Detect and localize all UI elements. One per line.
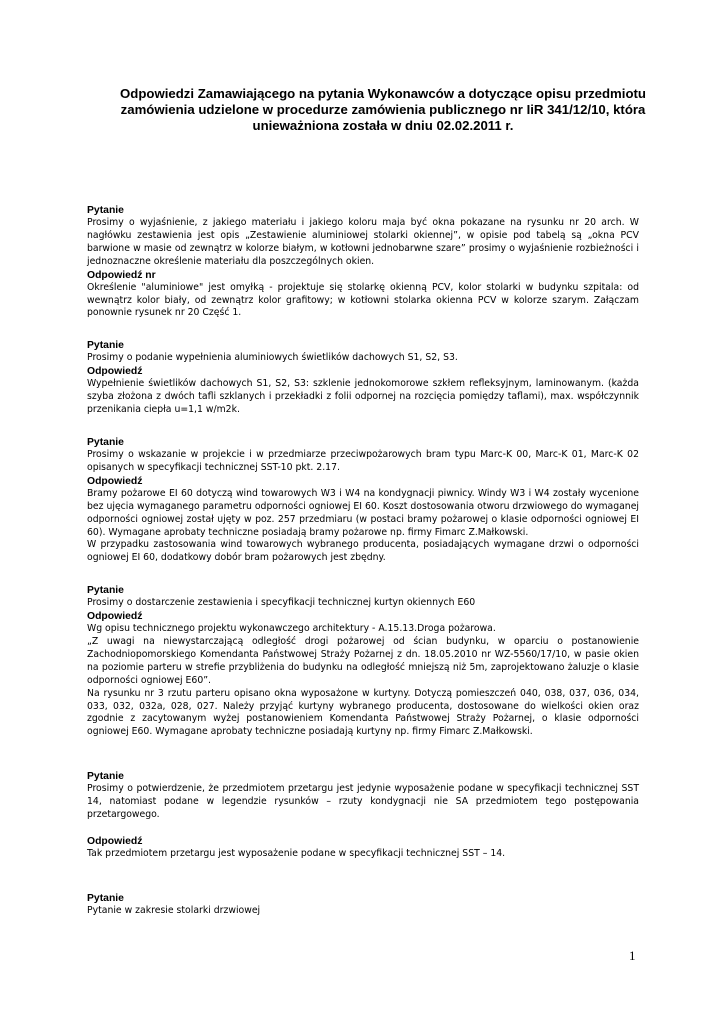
question-text: Prosimy o podanie wypełnienia aluminiowych świetlików dachowych S1, S2, S3. bbox=[87, 352, 458, 364]
question-heading: Pytanie bbox=[87, 340, 124, 352]
question-text: Prosimy o wskazanie w projekcie i w przedmiarze przeciwpożarowych bram typu Marc-K 00, Marc-K 01, Marc-K 02 opisanych w specyfikacji technicznej SST-10 pkt. 2.17. bbox=[87, 448, 639, 473]
question-heading: Pytanie bbox=[87, 585, 124, 597]
answer-heading: Odpowiedź bbox=[87, 366, 143, 378]
document-title: Odpowiedzi Zamawiającego na pytania Wykonawców a dotyczące opisu przedmiotu zamówienia udzielone w procedurze zamówienia publicznego nr IiR 341/12/10, która unieważniona została w dniu 02.02.2011 r. bbox=[120, 86, 646, 133]
question-text: Pytanie w zakresie stolarki drzwiowej bbox=[87, 904, 261, 916]
question-heading: Pytanie bbox=[87, 205, 124, 216]
qa-section-1 bbox=[87, 204, 639, 320]
qa-section-5 bbox=[87, 770, 639, 861]
answer-text: Wg opisu technicznego projektu wykonawczego architektury - A.15.13.Droga pożarowa. bbox=[87, 623, 496, 635]
qa-section-2 bbox=[87, 339, 639, 417]
answer-text: Tak przedmiotem przetargu jest wyposażenie podane w specyfikacji technicznej SST – 14. bbox=[87, 848, 506, 859]
answer-text: Bramy pożarowe EI 60 dotyczą wind towarowych W3 i W4 na kondygnacji piwnicy. Windy W3 i W4 zostały wycenione bez ujęcia wymaganego parametru odporności ogniowej EI 60. Koszt dostosowania otworu drzwiowego do wymaganej odporności ogniowej został ujęty w poz. 257 przedmiaru (w postaci bramy pożarowej o klasie odporności ogniowej EI 60). Wymagane aprobaty techniczne posiadają bramy pożarowe np. firmy Fimarc Z.Małkowski. bbox=[87, 487, 639, 538]
answer-heading: Odpowiedź bbox=[87, 611, 143, 623]
answer-heading: Odpowiedź nr bbox=[87, 269, 156, 281]
document-body bbox=[87, 204, 639, 937]
qa-section-3 bbox=[87, 436, 639, 565]
question-heading: Pytanie bbox=[87, 436, 124, 448]
question-text: Prosimy o potwierdzenie, że przedmiotem przetargu jest jedynie wyposażenie podane w specyfikacji technicznej SST 14, natomiast podane w legendzie rysunków – rzuty kondygnacji nie SA przedmiotem tego postępowania przetargowego. bbox=[87, 783, 639, 821]
question-text: Prosimy o dostarczenie zestawienia i specyfikacji technicznej kurtyn okiennych E60 bbox=[87, 597, 476, 609]
answer-heading: Odpowiedź bbox=[87, 475, 143, 487]
answer-text: Wypełnienie świetlików dachowych S1, S2, S3: szklenie jednokomorowe szkłem refleksyjnym, laminowanym. (każda szyba złożona z dwóch tafli szklanych i przekładki z folii odpornej na rozcięcia pomiędzy taflami), max. współczynnik przenikania ciepła u=1,1 w/m2k. bbox=[87, 378, 639, 416]
qa-section-4 bbox=[87, 584, 639, 739]
spacer bbox=[87, 822, 639, 835]
answer-heading: Odpowiedź bbox=[87, 836, 143, 847]
page-number: 1 bbox=[629, 948, 636, 963]
answer-text: W przypadku zastosowania wind towarowych wybranego producenta, posiadających wymagane drzwi o odporności ogniowej EI 60, dodatkowy dobór bram pożarowych jest zbędny. bbox=[87, 539, 639, 564]
answer-text: Na rysunku nr 3 rzutu parteru opisano okna wyposażone w kurtyny. Dotyczą pomieszczeń 040, 038, 037, 036, 034, 033, 032, 032a, 028, 027. Należy przyjąć kurtyny wybranego producenta, dostosowane do wielkości okien oraz zgodnie z zacytowanym wyżej postanowieniem Komendanta Państwowej Straży Pożarnej, o klasie odporności ogniowej E60. Wymagane aprobaty techniczne posiadają kurtyny np. firmy Fimarc Z.Małkowski. bbox=[87, 687, 639, 738]
answer-text: „Z uwagi na niewystarczającą odległość drogi pożarowej od ścian budynku, w oparciu o postanowienie Zachodniopomorskiego Komendanta Państwowej Straży Pożarnej z dn. 18.05.2010 nr WZ-5560/17/10, w pasie okien na poziomie parteru w strefie przybliżenia do budynku na odległość mniejszą niż 5m, zaprojektowano żaluzje o klasie odporności ogniowej E60”. bbox=[87, 636, 639, 686]
question-text: Prosimy o wyjaśnienie, z jakiego materiału i jakiego koloru maja być okna pokazane na rysunku nr 20 arch. W nagłówku zestawienia jest opis „Zestawienie aluminiowej stolarki okiennej”, w opisie pod tabelą są „okna PCV barwione w masie od zewnątrz w kolorze białym, w kotłowni jednobarwne szare” prosimy o wyjaśnienie rozbieżności i jednoznaczne określenie materiału dla poszczególnych okien. bbox=[87, 217, 639, 267]
question-heading: Pytanie bbox=[87, 771, 124, 783]
qa-section-6 bbox=[87, 892, 639, 918]
answer-text: Określenie "aluminiowe" jest omyłką - projektuje się stolarkę okienną PCV, kolor stolarki w budynku szpitala: od wewnątrz kolor biały, od zewnątrz kolor grafitowy; w kotłowni stolarka okienna PCV w kolorze szarym. Załączam ponownie rysunek nr 20 Część 1. bbox=[87, 281, 639, 319]
question-heading: Pytanie bbox=[87, 892, 124, 904]
